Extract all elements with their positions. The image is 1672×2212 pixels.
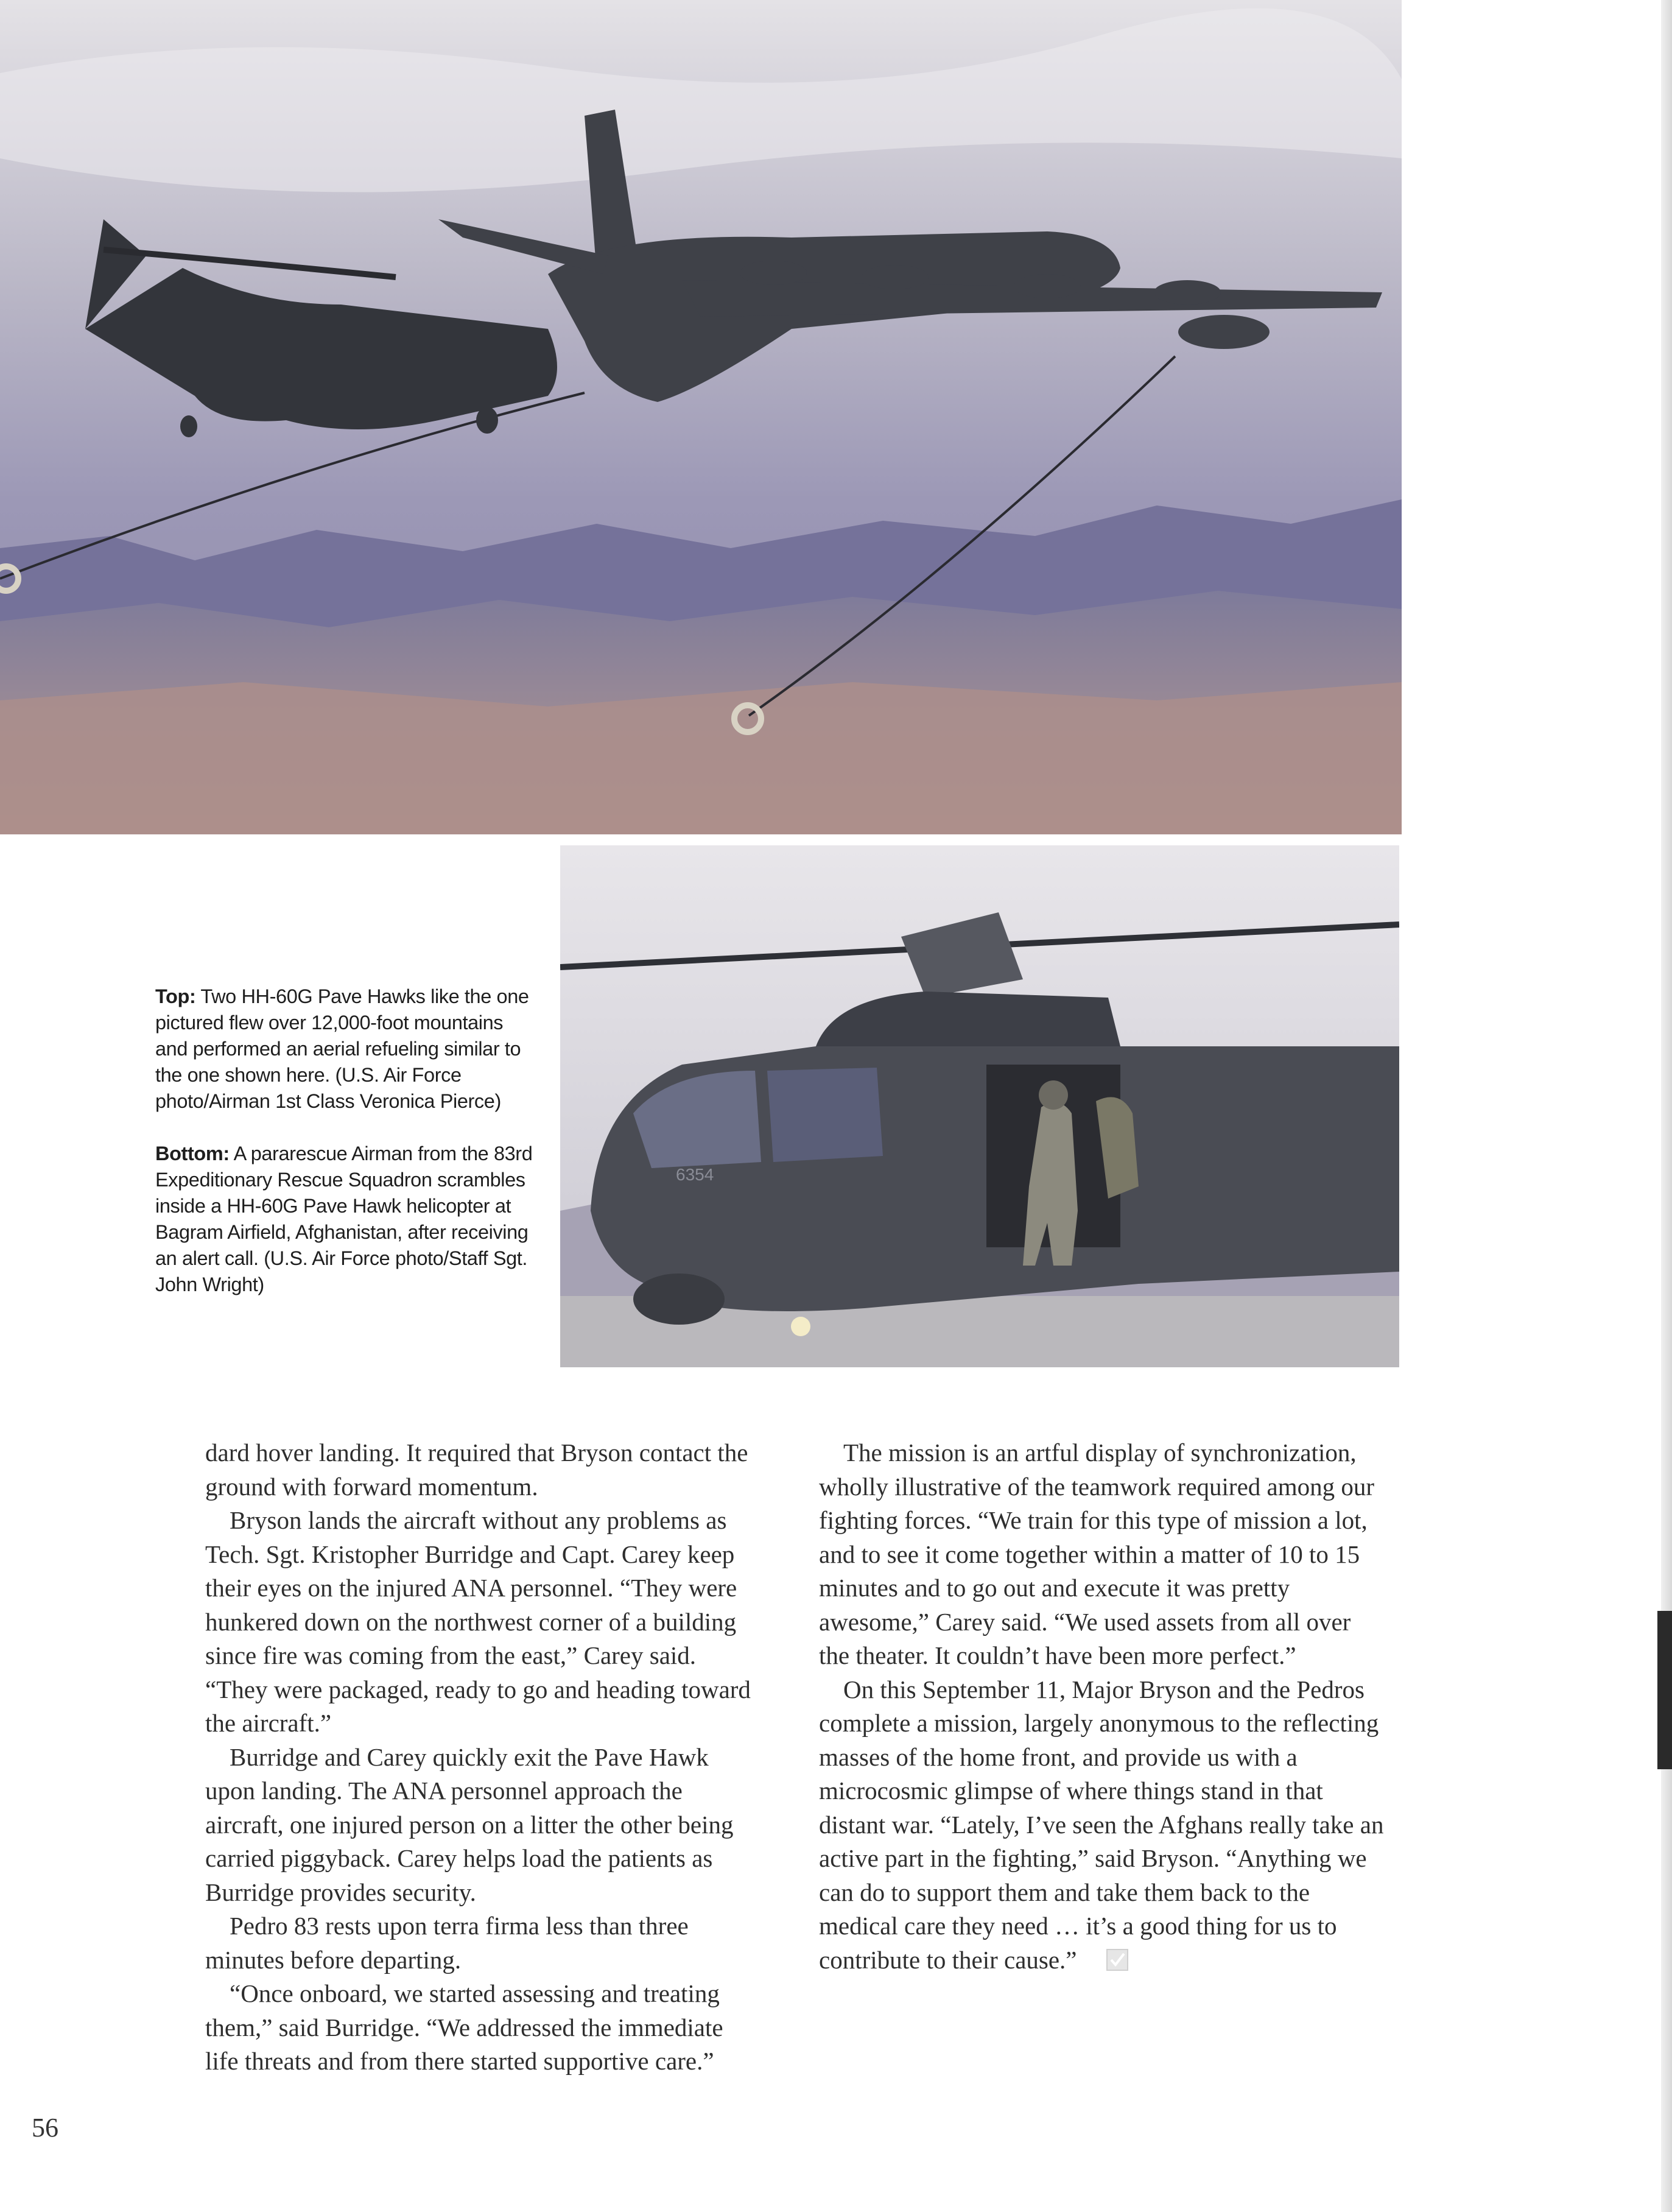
article-paragraph: [819, 1673, 1385, 1978]
photo-caption: [155, 984, 533, 1324]
article-paragraph: Bryson lands the aircraft without any problems as Tech. Sgt. Kristopher Burridge and Capt. Carey keep their eyes on the injured ANA personnel. “They were hunkered down on the northwest corner of a building since fire was coming from the east,” Carey said. “They were packaged, ready to go and heading toward the aircraft.”: [205, 1506, 751, 1737]
caption-bottom: [155, 1141, 533, 1298]
aerial-refueling-illustration: [0, 0, 1402, 834]
page-edge-shadow: [1661, 0, 1672, 2212]
article-column-right: [819, 1436, 1385, 1977]
caption-top-text: Two HH-60G Pave Hawks like the one pictured flew over 12,000-foot mountains and performed an aerial refueling similar to the one shown here. (U.S. Air Force photo/Airman 1st Class Veronica Pierce): [155, 985, 529, 1112]
caption-top-label: Top:: [155, 985, 196, 1007]
pave-hawk-ground-illustration: [560, 845, 1399, 1367]
tail-marking: 6354: [676, 1165, 714, 1184]
aerial-refueling-photo: [0, 0, 1402, 834]
article-paragraph: dard hover landing. It required that Bryson contact the ground with forward momentum.: [205, 1439, 748, 1501]
article-paragraph: Burridge and Carey quickly exit the Pave Hawk upon landing. The ANA personnel approach the aircraft, one injured person on a litter the other being carried piggyback. Carey helps load the patients as Burridge provides security.: [205, 1742, 734, 1906]
article-paragraph-text: On this September 11, Major Bryson and the Pedros complete a mission, largely anonymous to the reflecting masses of the home front, and provide us with a microcosmic glimpse of where things stand in that distant war. “Lately, I’ve seen the Afghans really take an active part in the fighting,” said Bryson. “Anything we can do to support them and take them back to the medical care they need … it’s a good thing for us to contribute to their cause.”: [819, 1675, 1384, 1974]
article-column-left: [205, 1436, 756, 2079]
article-paragraph: “Once onboard, we started assessing and treating them,” said Burridge. “We addressed the immediate life threats and from there started supportive care.”: [205, 1979, 723, 2075]
checkmark-icon: [1082, 1946, 1104, 1968]
article-paragraph: The mission is an artful display of synchronization, wholly illustrative of the teamwork required among our fighting forces. “We train for this type of mission a lot, and to see it come together within a matter of 10 to 15 minutes and to go out and execute it was pretty awesome,” Carey said. “We used assets from all over the theater. It couldn’t have been more perfect.”: [819, 1439, 1375, 1669]
article-paragraph: Pedro 83 rests upon terra firma less than three minutes before departing.: [205, 1912, 689, 1974]
page-edge-marker: [1657, 1611, 1672, 1769]
page-number: 56: [32, 2113, 58, 2143]
caption-bottom-label: Bottom:: [155, 1143, 230, 1164]
pave-hawk-ground-photo: [560, 845, 1399, 1367]
caption-top: [155, 984, 533, 1115]
caption-bottom-text: A pararescue Airman from the 83rd Expeditionary Rescue Squadron scrambles inside a HH-60G Pave Hawk helicopter at Bagram Airfield, Afghanistan, after receiving an alert call. (U.S. Air Force photo/Staff Sgt. John Wright): [155, 1143, 533, 1295]
